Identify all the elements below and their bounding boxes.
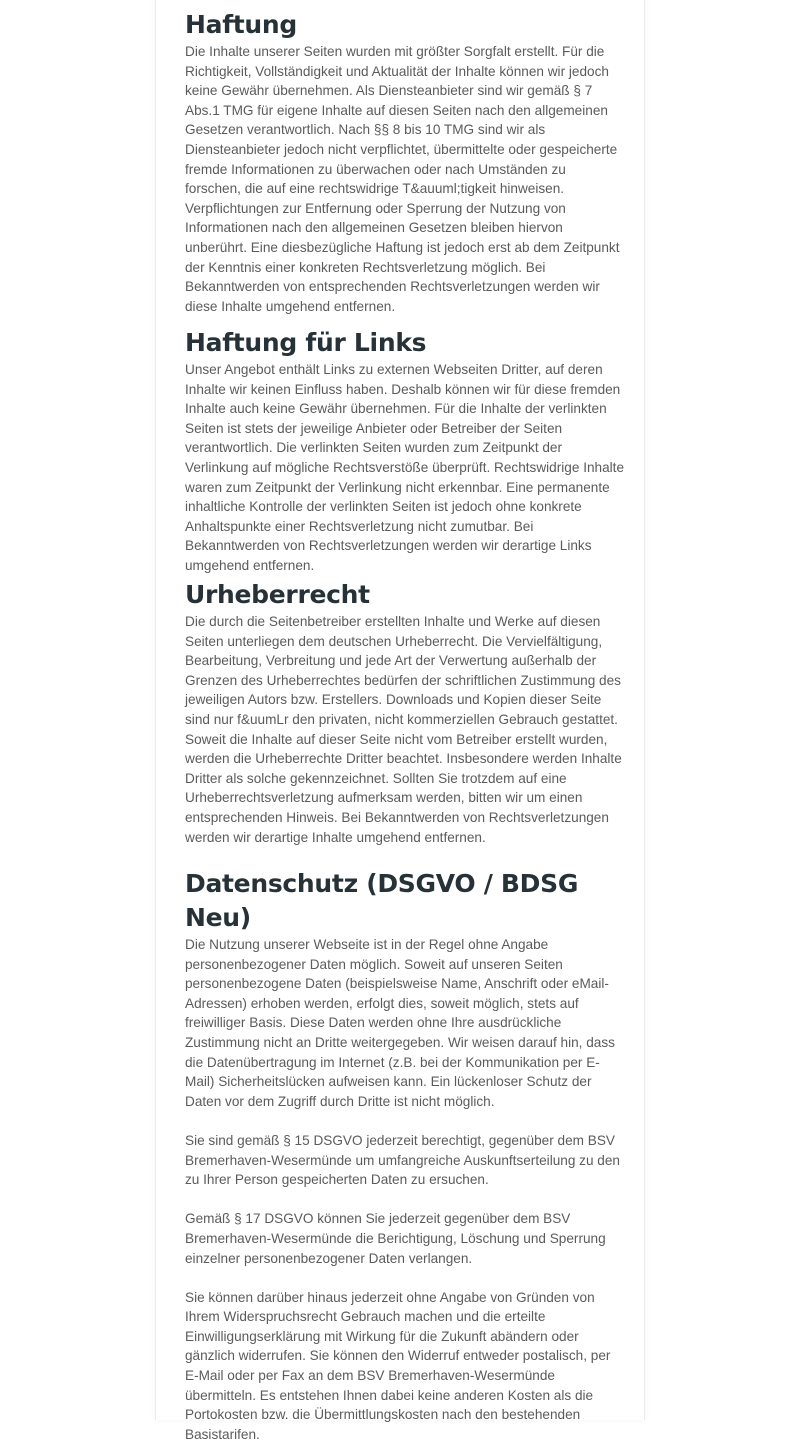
section-paragraph: Die durch die Seitenbetreiber erstellten Inhalte und Werke auf diesen Seiten unterliegen dem deutschen Urheberrecht. Die Vervielfältigung, Bearbeitung, Verbreitung und jede Art der Verwertung außerhalb der Grenzen des Urheberrechtes bedürfen der schriftlichen Zustimmung des jeweiligen Autors bzw. Erstellers. Downloads und Kopien dieser Seite sind nur f&uumLr den privaten, nicht kommerziellen Gebrauch gestattet. Soweit die Inhalte auf dieser Seite nicht vom Betreiber erstellt wurden, werden die Urheberrechte Dritter beachtet. Insbesondere werden Inhalte Dritter als solche gekennzeichnet. Sollten Sie trotzdem auf eine Urheberrechtsverletzung aufmerksam werden, bitten wir um einen entsprechenden Hinweis. Bei Bekanntwerden von Rechtsverletzungen werden wir derartige Inhalte umgehend entfernen.: [185, 614, 622, 845]
section-urheberrecht: [185, 578, 625, 867]
section-paragraph: Sie können darüber hinaus jederzeit ohne Angabe von Gründen von Ihrem Widerspruchsrecht Gebrauch machen und die erteilte Einwilligungserklärung mit Wirkung für die Zukunft abändern oder gänzlich widerrufen. Sie können den Widerruf entweder postalisch, per E-Mail oder per Fax an dem BSV Bremerhaven-Wesermünde übermitteln. Es entstehen Ihnen dabei keine anderen Kosten als die Portokosten bzw. die Übermittlungskosten nach den bestehenden Basistarifen.: [185, 1289, 611, 1442]
section-heading: Datenschutz (DSGVO / BDSG Neu): [185, 869, 579, 932]
section-paragraph: Sie sind gemäß § 15 DSGVO jederzeit berechtigt, gegenüber dem BSV Bremerhaven-Wesermünde um umfangreiche Auskunftserteilung zu den zu Ihrer Person gespeicherten Daten zu ersuchen.: [185, 1132, 620, 1188]
section-heading: Urheberrecht: [185, 580, 370, 609]
section-paragraph: Die Nutzung unserer Webseite ist in der Regel ohne Angabe personenbezogener Daten möglich. Soweit auf unseren Seiten personenbezogene Daten (beispielsweise Name, Anschrift oder eMail-Adressen) erhoben werden, erfolgt dies, soweit möglich, stets auf freiwilliger Basis. Diese Daten werden ohne Ihre ausdrückliche Zustimmung nicht an Dritte weitergegeben. Wir weisen darauf hin, dass die Datenübertragung im Internet (z.B. bei der Kommunikation per E-Mail) Sicherheitslücken aufweisen kann. Ein lückenloser Schutz der Daten vor dem Zugriff durch Dritte ist nicht möglich.: [185, 937, 615, 1109]
section-haftung: [185, 8, 625, 326]
section-paragraph: Die Inhalte unserer Seiten wurden mit größter Sorgfalt erstellt. Für die Richtigkeit, Vollständigkeit und Aktualität der Inhalte können wir jedoch keine Gewähr übernehmen. Als Diensteanbieter sind wir gemäß § 7 Abs.1 TMG für eigene Inhalte auf diesen Seiten nach den allgemeinen Gesetzen verantwortlich. Nach §§ 8 bis 10 TMG sind wir als Diensteanbieter jedoch nicht verpflichtet, übermittelte oder gespeicherte fremde Informationen zu überwachen oder nach Umständen zu forschen, die auf eine rechtswidrige T&auuml;tigkeit hinweisen. Verpflichtungen zur Entfernung oder Sperrung der Nutzung von Informationen nach den allgemeinen Gesetzen bleiben hiervon unberührt. Eine diesbezügliche Haftung ist jedoch erst ab dem Zeitpunkt der Kenntnis einer konkreten Rechtsverletzung möglich. Bei Bekanntwerden von entsprechenden Rechtsverletzungen werden wir diese Inhalte umgehend entfernen.: [185, 44, 620, 314]
section-heading: Haftung für Links: [185, 328, 427, 357]
section-haftung-links: [185, 326, 625, 578]
legal-content: [185, 8, 625, 1444]
section-paragraph: Gemäß § 17 DSGVO können Sie jederzeit gegenüber dem BSV Bremerhaven-Wesermünde die Berichtigung, Löschung und Sperrung einzelner personenbezogener Daten verlangen.: [185, 1211, 606, 1266]
section-datenschutz: [185, 867, 625, 1444]
section-heading: Haftung: [185, 10, 298, 39]
section-paragraph: Unser Angebot enthält Links zu externen Webseiten Dritter, auf deren Inhalte wir keinen Einfluss haben. Deshalb können wir für diese fremden Inhalte auch keine Gewähr übernehmen. Für die Inhalte der verlinkten Seiten ist stets der jeweilige Anbieter oder Betreiber der Seiten verantwortlich. Die verlinkten Seiten wurden zum Zeitpunkt der Verlinkung auf mögliche Rechtsverstöße überprüft. Rechtswidrige Inhalte waren zum Zeitpunkt der Verlinkung nicht erkennbar. Eine permanente inhaltliche Kontrolle der verlinkten Seiten ist jedoch ohne konkrete Anhaltspunkte einer Rechtsverletzung nicht zumutbar. Bei Bekanntwerden von Rechtsverletzungen werden wir derartige Links umgehend entfernen.: [185, 362, 625, 573]
